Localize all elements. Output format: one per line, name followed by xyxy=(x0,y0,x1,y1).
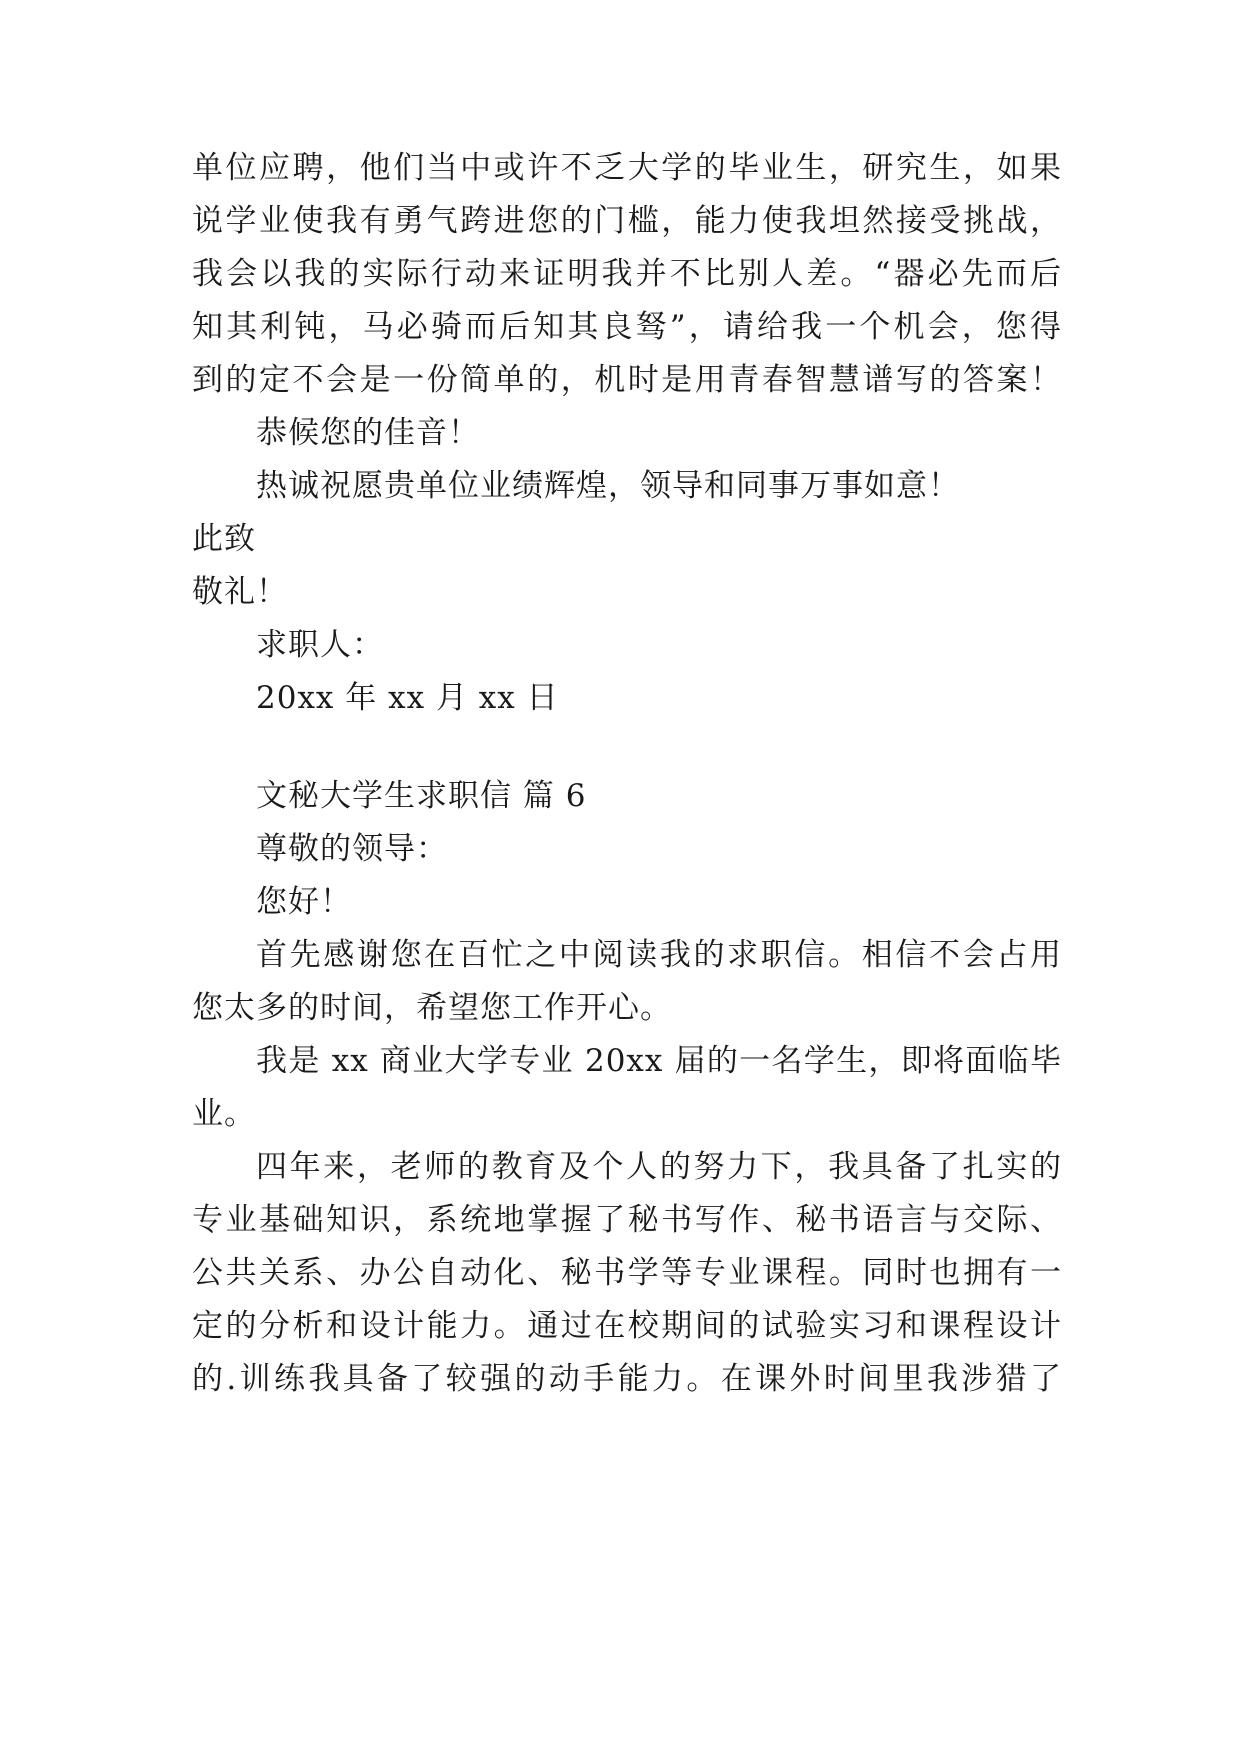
body-text-line: 到的定不会是一份简单的，机时是用青春智慧谱写的答案！ xyxy=(192,362,1062,398)
greeting-line: 您好！ xyxy=(256,884,352,920)
body-text-line: 您太多的时间，希望您工作开心。 xyxy=(192,990,672,1026)
date-line: 20xx 年 xx 月 xx 日 xyxy=(256,680,559,716)
body-text-line: 业。 xyxy=(192,1096,256,1132)
body-text-line: 说学业使我有勇气跨进您的门槛，能力使我坦然接受挑战， xyxy=(192,203,1062,239)
section-title: 文秘大学生求职信 篇 6 xyxy=(256,778,587,814)
body-text-line: 的.训练我具备了较强的动手能力。在课外时间里我涉猎了 xyxy=(192,1361,1062,1397)
body-text-line: 我会以我的实际行动来证明我并不比别人差。“器必先而后 xyxy=(192,256,1062,292)
salutation-line: 尊敬的领导： xyxy=(256,831,448,867)
body-text-line: 四年来，老师的教育及个人的努力下，我具备了扎实的 xyxy=(256,1149,1062,1185)
signature-label: 求职人： xyxy=(256,627,384,663)
body-text-line: 知其利钝，马必骑而后知其良驽”，请给我一个机会，您得 xyxy=(192,309,1062,345)
body-text-line: 首先感谢您在百忙之中阅读我的求职信。相信不会占用 xyxy=(256,937,1062,973)
body-text-line: 专业基础知识，系统地掌握了秘书写作、秘书语言与交际、 xyxy=(192,1202,1062,1238)
wishes-line: 热诚祝愿贵单位业绩辉煌，领导和同事万事如意！ xyxy=(256,468,960,504)
body-text-line: 定的分析和设计能力。通过在校期间的试验实习和课程设计 xyxy=(192,1308,1062,1344)
closing-line: 敬礼！ xyxy=(192,574,288,610)
body-text-line: 单位应聘，他们当中或许不乏大学的毕业生，研究生，如果 xyxy=(192,150,1062,186)
body-text-line: 公共关系、办公自动化、秘书学等专业课程。同时也拥有一 xyxy=(192,1255,1062,1291)
await-reply-line: 恭候您的佳音！ xyxy=(256,415,480,451)
closing-line: 此致 xyxy=(192,521,256,557)
body-text-line: 我是 xx 商业大学专业 20xx 届的一名学生，即将面临毕 xyxy=(256,1043,1062,1079)
